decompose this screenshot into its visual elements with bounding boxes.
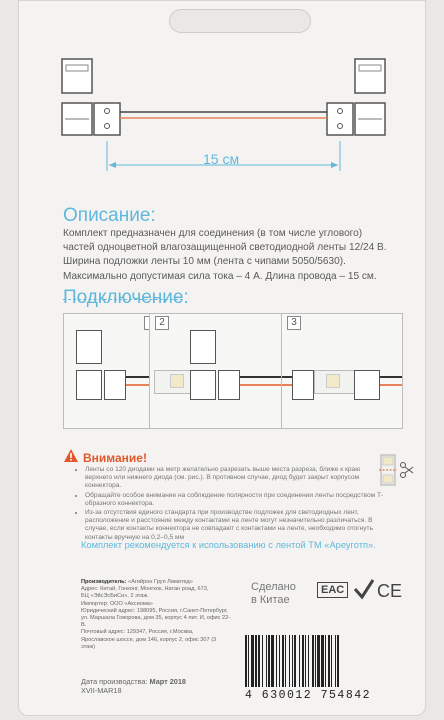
barcode-bars xyxy=(245,635,403,687)
warning-list xyxy=(75,466,385,543)
company-info xyxy=(81,579,231,651)
company-line: Адрес: Китай, Гонконг, Монгкок, Натан роад, 673, xyxy=(81,586,209,593)
made-in-line: в Китае xyxy=(251,594,290,606)
clip-icon xyxy=(292,370,314,400)
step-1-frame xyxy=(63,313,159,429)
connection-divider xyxy=(63,299,183,300)
connection-heading: Подключение: xyxy=(63,287,189,308)
wire-red xyxy=(282,384,292,386)
package-card xyxy=(18,0,426,716)
step-number: 3 xyxy=(287,316,301,330)
production-code: XVII-MAR18 xyxy=(81,686,122,695)
led-chip xyxy=(170,374,184,388)
description-heading: Описание: xyxy=(63,205,156,226)
company-line: ул. Маршала Говорова, дом 35, корпус 4 лит. И, офис 22-В. xyxy=(81,615,231,629)
wire-red xyxy=(240,384,286,386)
barcode-bar xyxy=(339,635,340,687)
clip-icon xyxy=(218,370,240,400)
clip-icon xyxy=(104,370,126,400)
scissors-cut-icon xyxy=(379,453,415,487)
wire-black xyxy=(380,376,402,378)
made-in xyxy=(251,581,296,607)
clip-icon xyxy=(190,330,216,364)
warning-icon xyxy=(63,448,79,463)
clip-icon xyxy=(354,370,380,400)
clip-icon xyxy=(76,370,102,400)
production-line xyxy=(81,677,186,686)
wire-red xyxy=(380,384,402,386)
description-line: Максимально допустимая сила тока – 4 А. Длина провода – 15 см. xyxy=(63,270,377,282)
ce-mark: CE xyxy=(377,581,403,601)
connector-drawing xyxy=(19,51,426,191)
checkmark-icon xyxy=(353,577,375,601)
production-date: Март 2018 xyxy=(149,677,186,686)
manufacturer-name: «Агийрон Груп Лимитед» xyxy=(128,579,193,585)
step-2-frame xyxy=(149,313,289,429)
recommendation-text: Комплект рекомендуется к использованию с лентой ТМ «Ареуготп». xyxy=(81,540,376,550)
company-line: Ярославское шоссе, дом 146, корпус 2, офис 307 (3 этаж) xyxy=(81,636,217,650)
step-3-frame xyxy=(281,313,403,429)
warning-item: • Обращайте особое внимание на соблюдение полярности при соединении ленты посредством Т-образного коннектора. xyxy=(85,492,385,508)
company-line: Юридический адрес: 198095, Россия, г.Санкт-Петербург, xyxy=(81,607,228,614)
eac-mark: EAC xyxy=(317,582,348,598)
hang-hole xyxy=(169,9,311,33)
length-label: 15 см xyxy=(203,151,240,167)
barcode-number: 4 630012 754842 xyxy=(245,689,372,702)
made-in-line: Сделано xyxy=(251,581,296,593)
production-label: Дата производства: xyxy=(81,677,148,686)
description-line: Комплект предназначен для соединения (в том числе углового) xyxy=(63,228,363,239)
production-info xyxy=(81,677,186,695)
description-line: частей одноцветной влагозащищенной светодиодной ленты 12/24 В. xyxy=(63,242,387,254)
manufacturer-label: Производитель: xyxy=(81,579,127,585)
warning-item: • Из-за отсутствия единого стандарта при производстве подложек для светодиодных лент, расположение и расстояние между контактами на ленте могут незначительно различаться. В случае, если контакты коннектора не совпадают с контактами на ленте, необходимо отогнуть контакты вручную на 0,2–0,5 мм xyxy=(85,509,385,542)
warning-heading: Внимание! xyxy=(83,451,147,465)
company-line: БЦ «ЭйсЭсБиСи», 2 этаж. xyxy=(81,593,149,600)
warning-item: • Ленты со 120 диодами на метр желательно разрезать выше места разреза, ближе к краю верхнего или нижнего диода (см. рис.). В противном случае, диод будет закрыт корпусом коннектора. xyxy=(85,466,385,491)
led-chip xyxy=(326,374,340,388)
wire-black xyxy=(240,376,286,378)
company-line: Импортер: ООО «Аксиома» xyxy=(81,600,153,607)
company-line: Почтовый адрес: 129347, Россия, г.Москва, xyxy=(81,629,194,636)
description-line: Ширина подложки ленты 10 мм (лента с чипами 5050/5630). xyxy=(63,256,346,268)
clip-icon xyxy=(76,330,102,364)
description-text xyxy=(63,227,403,284)
barcode xyxy=(245,635,403,702)
wire-black xyxy=(282,376,292,378)
step-number: 2 xyxy=(155,316,169,330)
clip-icon xyxy=(190,370,216,400)
